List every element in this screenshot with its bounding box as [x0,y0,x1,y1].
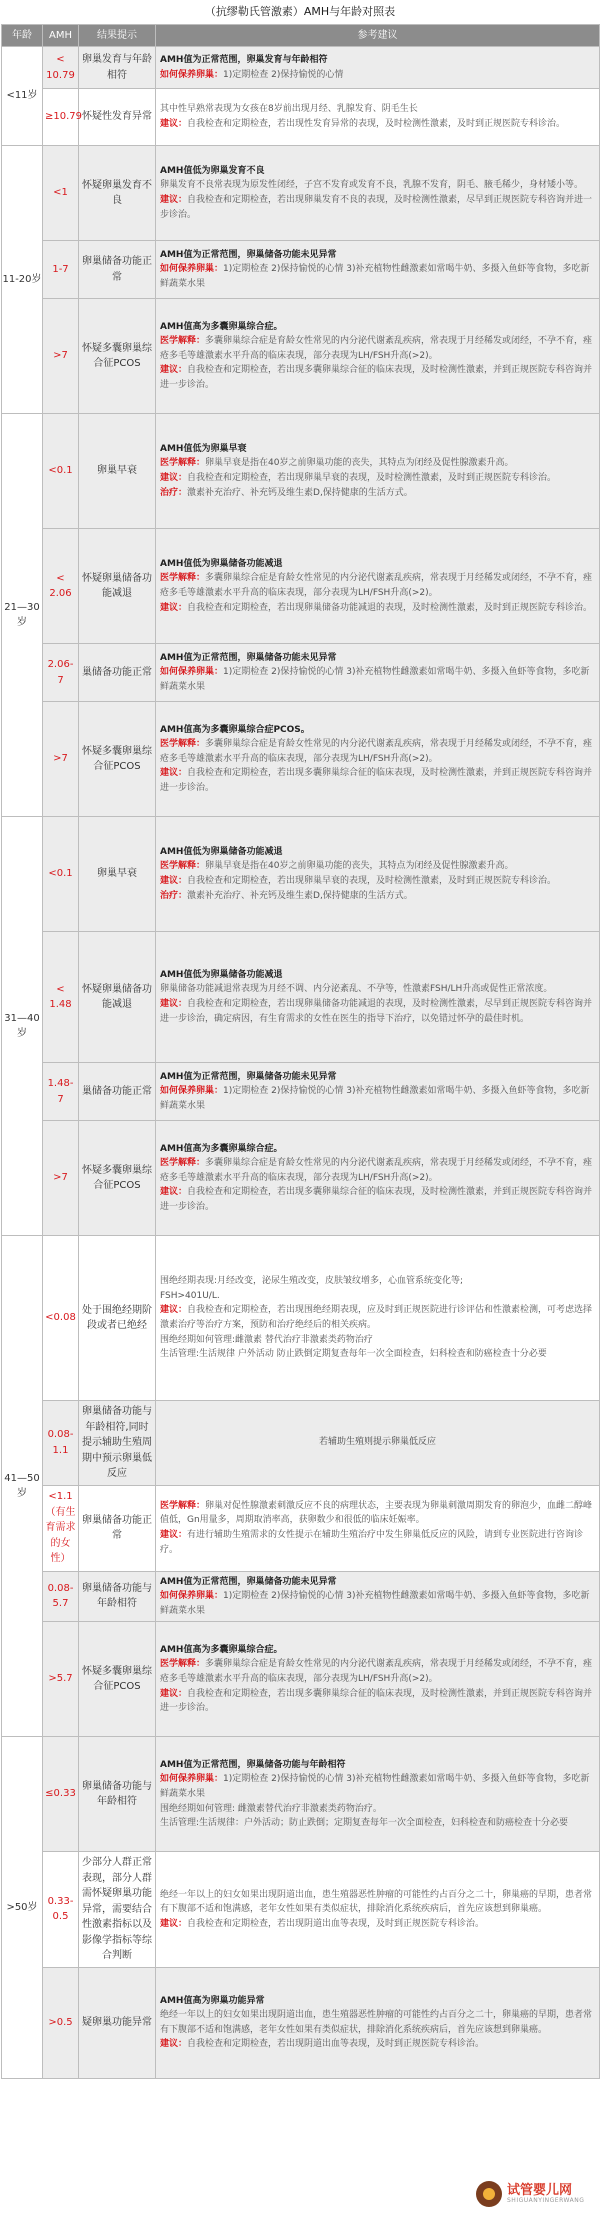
advice-heading [160,723,595,738]
advice-heading [160,845,595,860]
table-row [2,1737,600,1852]
advice-text: 绝经一年以上的妇女如果出现阴道出血，患生殖器恶性肿瘤的可能性约占百分之二十，卵巢癌的早期，患者常有下腹部不适和饱满感，老年女性如果有类似症状，排除消化系统疾病后，首先应该想到卵巢癌。 [160,2010,593,2035]
table-row [2,1063,600,1121]
advice-cell [156,299,600,414]
table-header [2,25,600,47]
advice-cell [156,1967,600,2078]
amh-value-cell: 0.08-1.1 [43,1401,79,1486]
result-cell: 卵巢早衰 [79,414,156,529]
advice-keyword: 治疗： [160,487,188,498]
table-row [2,299,600,414]
advice-cell [156,1737,600,1852]
advice-text: AMH值高为多囊卵巢综合症。 [160,1644,283,1655]
advice-keyword: 如何保养卵巢： [160,1774,224,1785]
amh-value-cell: <0.1 [43,414,79,529]
table-row [2,1485,600,1571]
advice-line [160,486,595,501]
advice-line [160,2008,595,2037]
advice-keyword: 建议： [160,365,188,376]
advice-line [160,1772,595,1801]
advice-line [160,1185,595,1214]
watermark-name: 试管婴儿网 [507,2182,573,2198]
advice-text: 围绝经期表现:月经改变，泌尿生殖改变，皮肤皱纹增多，心血管系统变化等; [160,1276,464,1287]
table-row [2,529,600,644]
advice-text: 卵巢发育不良常表现为原发性闭经，子宫不发育或发育不良，乳腺不发育，阴毛、腋毛稀少，身材矮小等。 [160,180,584,191]
result-cell: 巢储备功能正常 [79,1063,156,1121]
result-cell: 怀疑多囊卵巢综合征PCOS [79,299,156,414]
advice-line [160,68,595,83]
advice-line [160,363,595,392]
header-result: 结果提示 [79,25,156,47]
advice-line [160,665,595,694]
advice-text: 1)定期检查 2)保持愉悦的心情 3)补充植物性雌激素如常喝牛奶、多摄入鱼虾等食物，多吃新鲜蔬菜水果 [160,667,590,692]
advice-keyword: 建议： [160,1688,188,1699]
advice-text: AMH值低为卵巢储备功能减退 [160,558,283,569]
advice-text: FSH>401U/L. [160,1290,220,1301]
advice-heading [160,1994,595,2009]
advice-line [160,262,595,291]
advice-heading [160,651,595,666]
table-row [2,1236,600,1401]
amh-value-cell: ≥10.79 [43,89,79,146]
header-age: 年龄 [2,25,43,47]
advice-cell [156,1571,600,1622]
table-row [2,817,600,932]
advice-keyword: 如何保养卵巢： [160,667,224,678]
advice-keyword: 建议： [160,876,188,886]
advice-keyword: 建议： [160,119,188,129]
result-cell: 巢储备功能正常 [79,644,156,702]
advice-text: AMH值低为卵巢储备功能减退 [160,969,283,980]
table-row [2,146,600,241]
advice-text: AMH值为正常范围，卵巢储备功能未见异常 [160,249,337,260]
advice-cell [156,1622,600,1737]
advice-cell [156,241,600,299]
advice-keyword: 建议： [160,473,188,483]
watermark-sub: SHIGUANYINGERWANG [507,2196,585,2204]
result-cell: 卵巢储备功能与年龄相符 [79,1571,156,1622]
advice-text: AMH值低为卵巢发育不良 [160,165,265,176]
advice-line [160,2037,595,2052]
advice-cell: 若辅助生殖则提示卵巢低反应 [156,1401,600,1486]
advice-line [160,1084,595,1113]
amh-age-table [1,24,600,2079]
result-cell: 怀疑多囊卵巢综合征PCOS [79,1622,156,1737]
header-amh: AMH [43,25,79,47]
advice-heading [160,164,595,179]
age-group-cell: 11-20岁 [2,146,43,414]
amh-value-cell: <0.1 [43,817,79,932]
table-row [2,1967,600,2078]
amh-value-cell: < 2.06 [43,529,79,644]
advice-text: AMH值高为多囊卵巢综合症。 [160,1143,283,1154]
advice-text: 卵巢早衰是指在40岁之前卵巢功能的丧失，其特点为闭经及促性腺激素升高。 [205,458,514,469]
advice-cell [156,1485,600,1571]
amh-value-cell: ≤0.33 [43,1737,79,1852]
advice-line [160,1156,595,1185]
advice-line [160,102,595,117]
advice-text: AMH值低为卵巢储备功能减退 [160,846,283,857]
advice-keyword: 建议： [160,999,188,1009]
advice-cell [156,702,600,817]
advice-keyword: 医学解释： [160,458,206,469]
advice-text: 卵巢储备功能减退常表现为月经不调、内分泌紊乱、不孕等，性激素FSH/LH升高或促性正常浓度。 [160,984,553,995]
advice-heading [160,320,595,335]
advice-heading [160,1070,595,1085]
age-group-cell: <11岁 [2,47,43,146]
table-row [2,414,600,529]
advice-text: 围绝经期如何管理:雌激素 替代治疗非激素类药物治疗 [160,1334,373,1345]
advice-text: 自我检查和定期检查，若出现卵巢储备功能减退的表现，及时检测性激素，尽早到正规医院专科咨询并进一步诊治，确定病因，有生育需求的女性在医生的指导下治疗，以免错过怀孕的最佳时机。 [160,999,593,1024]
advice-line [160,889,595,904]
amh-value-cell: 0.33-0.5 [43,1852,79,1968]
header-advice: 参考建议 [156,25,600,47]
advice-text: 多囊卵巢综合症是育龄女性常见的内分泌代谢紊乱疾病，常表现于月经稀发或闭经，不孕不育，痤疮多毛等雄激素水平升高的临床表现，部分表现为LH/FSH升高(>2)。 [160,573,593,598]
advice-cell [156,89,600,146]
advice-text: AMH值高为多囊卵巢综合症。 [160,321,283,332]
advice-line [160,1589,595,1618]
amh-value-cell: 2.06-7 [43,644,79,702]
advice-heading [160,557,595,572]
advice-text: 自我检查和定期检查，若出现阴道出血等表现，及时到正规医院专科诊治。 [187,2039,485,2050]
advice-line [160,1289,595,1304]
advice-keyword: 建议： [160,1187,188,1198]
advice-heading [160,1643,595,1658]
advice-keyword: 建议： [160,195,188,205]
result-cell: 少部分人群正常表现，部分人群需怀疑卵巢功能异常，需要结合性激素指标以及影像学指标等综合判断 [79,1852,156,1968]
advice-text: AMH值低为卵巢早衰 [160,443,247,454]
advice-line [160,1303,595,1332]
advice-line [160,1528,595,1557]
advice-line [160,766,595,795]
amh-value-cell: >7 [43,702,79,817]
advice-cell [156,146,600,241]
result-cell: 怀疑卵巢储备功能减退 [79,529,156,644]
amh-value-cell: >7 [43,1121,79,1236]
advice-cell [156,1852,600,1968]
advice-cell [156,1121,600,1236]
advice-keyword: 如何保养卵巢： [160,264,224,275]
advice-text: 绝经一年以上的妇女如果出现阴道出血，患生殖器恶性肿瘤的可能性约占百分之二十，卵巢癌的早期，患者常有下腹部不适和饱满感，老年女性如果有类似症状，排除消化系统疾病后，首先应该想到卵巢癌。 [160,1889,593,1915]
advice-keyword: 如何保养卵巢： [160,1591,224,1602]
advice-text: 围绝经期如何管理: 雌激素替代治疗非激素类药物治疗。 [160,1803,382,1814]
advice-keyword: 建议： [160,602,188,613]
advice-line [160,1333,595,1348]
result-cell: 卵巢储备功能正常 [79,1485,156,1571]
table-row [2,702,600,817]
advice-text: 1)定期检查 2)保持愉悦的心情 3)补充植物性雌激素如常喝牛奶、多摄入鱼虾等食物，多吃新鲜蔬菜水果 [160,264,590,289]
advice-keyword: 建议： [160,2039,188,2050]
amh-value-cell: <0.08 [43,1236,79,1401]
advice-heading [160,442,595,457]
advice-text: AMH值为正常范围，卵巢储备功能未见异常 [160,1071,337,1082]
advice-line [160,737,595,766]
advice-line [160,1657,595,1686]
advice-text: 自我检查和定期检查，若出现卵巢储备功能减退的表现，及时检测性激素，及时到正规医院专科诊治。 [187,602,593,613]
advice-text: 多囊卵巢综合症是育龄女性常见的内分泌代谢紊乱疾病，常表现于月经稀发或闭经，不孕不育，痤疮多毛等雄激素水平升高的临床表现，部分表现为LH/FSH升高(>2)。 [160,1659,593,1684]
amh-value-cell: >5.7 [43,1622,79,1737]
advice-keyword: 医学解释： [160,336,206,347]
advice-heading [160,53,595,68]
amh-value-cell: >7 [43,299,79,414]
table-row [2,241,600,299]
age-group-cell: >50岁 [2,1737,43,2079]
advice-keyword: 医学解释： [160,1659,206,1670]
result-cell: 疑卵巢功能异常 [79,1967,156,2078]
age-group-cell: 31—40岁 [2,817,43,1236]
advice-line [160,1347,595,1362]
advice-cell [156,1063,600,1121]
advice-text: 1)定期检查 2)保持愉悦的心情 3)补充植物性雌激素如常喝牛奶、多摄入鱼虾等食物，多吃新鲜蔬菜水果 [160,1591,590,1616]
watermark [476,2179,596,2209]
advice-cell [156,529,600,644]
advice-text: AMH值为正常范围，卵巢储备功能与年龄相符 [160,1759,346,1770]
table-row [2,1401,600,1486]
result-cell: 卵巢发育与年龄相符 [79,47,156,89]
advice-heading [160,968,595,983]
advice-heading [160,1758,595,1773]
result-cell: 卵巢储备功能正常 [79,241,156,299]
advice-keyword: 建议： [160,1918,188,1929]
advice-line [160,1888,595,1917]
advice-text: 自我检查和定期检查，若出现多囊卵巢综合征的临床表现，及时检测性激素，并到正规医院专科咨询并进一步诊治。 [160,768,593,793]
advice-text: 自我检查和定期检查，若出现多囊卵巢综合征的临床表现，及时检测性激素，并到正规医院专科咨询并进一步诊治。 [160,1187,593,1212]
advice-line [160,1274,595,1289]
advice-line [160,1802,595,1817]
table-row [2,1121,600,1236]
advice-line [160,178,595,193]
advice-text: 生活管理:生活规律 户外活动 防止跌倒定期复查每年一次全面检查，妇科检查和防癌检查十分必要 [160,1349,547,1360]
age-group-cell: 21—30岁 [2,414,43,817]
table-row [2,47,600,89]
advice-cell [156,414,600,529]
advice-heading [160,1142,595,1157]
advice-keyword: 治疗： [160,890,188,901]
advice-text: 自我检查和定期检查，若出现多囊卵巢综合征的临床表现，及时检测性激素，并到正规医院专科咨询并进一步诊治。 [160,1688,593,1714]
advice-line [160,874,595,889]
amh-value-cell: 1.48-7 [43,1063,79,1121]
table-row [2,1852,600,1968]
result-cell: 怀疑多囊卵巢综合征PCOS [79,702,156,817]
result-cell: 处于围绝经期阶段或者已绝经 [79,1236,156,1401]
advice-heading [160,1575,595,1590]
result-cell: 卵巢储备功能与年龄相符,同时提示辅助生殖周期中预示卵巢低反应 [79,1401,156,1486]
advice-keyword: 医学解释： [160,861,206,872]
advice-line [160,193,595,222]
advice-text: AMH值高为多囊卵巢综合症PCOS。 [160,724,310,735]
advice-text: 卵巢对促性腺激素刺激反应不良的病理状态，主要表现为卵巢刺激周期发育的卵泡少，血雌二醇峰值低，Gn用量多，周期取消率高，获卵数少和很低的临床妊娠率。 [160,1500,593,1526]
advice-keyword: 医学解释： [160,573,206,584]
page-title: （抗缪勒氏管激素）AMH与年龄对照表 [204,5,396,18]
advice-text: 自我检查和定期检查，若出现多囊卵巢综合征的临床表现，及时检测性激素，并到正规医院专科咨询并进一步诊治。 [160,365,593,390]
advice-text: 多囊卵巢综合症是育龄女性常见的内分泌代谢紊乱疾病，常表现于月经稀发或闭经，不孕不育，痤疮多毛等雄激素水平升高的临床表现，部分表现为LH/FSH升高(>2)。 [160,739,593,764]
advice-text: AMH值高为卵巢功能异常 [160,1995,265,2006]
advice-keyword: 如何保养卵巢： [160,1086,224,1097]
advice-text: AMH值为正常范围，卵巢储备功能未见异常 [160,1576,337,1587]
advice-text: AMH值为正常范围，卵巢发育与年龄相符 [160,54,328,65]
advice-line [160,456,595,471]
advice-text: 多囊卵巢综合症是育龄女性常见的内分泌代谢紊乱疾病，常表现于月经稀发或闭经，不孕不育，痤疮多毛等雄激素水平升高的临床表现，部分表现为LH/FSH升高(>2)。 [160,1158,593,1183]
result-cell: 怀疑性发育异常 [79,89,156,146]
table-row [2,932,600,1063]
table-row [2,1622,600,1737]
result-cell: 怀疑多囊卵巢综合征PCOS [79,1121,156,1236]
advice-text: AMH值为正常范围，卵巢储备功能未见异常 [160,652,337,663]
advice-line [160,471,595,486]
advice-text: 1)定期检查 2)保持愉悦的心情 [223,69,344,80]
table-body [2,47,600,2079]
advice-line [160,1816,595,1831]
advice-keyword: 建议： [160,768,188,779]
table-row [2,89,600,146]
advice-text: 卵巢早衰是指在40岁之前卵巢功能的丧失，其特点为闭经及促性腺激素升高。 [205,861,514,872]
advice-line [160,601,595,616]
advice-keyword: 医学解释： [160,1500,206,1511]
result-cell: 怀疑卵巢储备功能减退 [79,932,156,1063]
advice-line [160,117,595,132]
advice-text: 激素补充治疗、补充钙及维生素D,保持健康的生活方式。 [187,890,413,901]
advice-line [160,571,595,600]
advice-keyword: 建议： [160,1530,188,1540]
amh-value-cell: <1 [43,146,79,241]
advice-text: 自我检查和定期检查，若出现卵巢发育不良的表现，及时检测性激素，尽早到正规医院专科咨询并进一步诊治。 [160,195,593,220]
advice-text: 多囊卵巢综合症是育龄女性常见的内分泌代谢紊乱疾病，常表现于月经稀发或闭经，不孕不育，痤疮多毛等雄激素水平升高的临床表现，部分表现为LH/FSH升高(>2)。 [160,336,593,361]
advice-cell [156,932,600,1063]
advice-cell [156,817,600,932]
advice-text: 自我检查和定期检查，若出现性发育异常的表现，及时检测性激素，及时到正规医院专科诊治。 [187,119,566,129]
advice-text: 自我检查和定期检查，若出现卵巢早衰的表现，及时检测性激素，及时到正规医院专科诊治。 [187,473,557,483]
advice-cell [156,644,600,702]
age-group-cell: 41—50岁 [2,1236,43,1737]
watermark-logo-icon [476,2181,502,2207]
advice-cell [156,1236,600,1401]
advice-keyword: 如何保养卵巢： [160,69,224,80]
amh-value-cell: <1.1（有生育需求的女性） [43,1485,79,1571]
amh-value-cell: >0.5 [43,1967,79,2078]
table-row [2,644,600,702]
advice-text: 生活管理:生活规律：户外活动；防止跌倒；定期复查每年一次全面检查，妇科检查和防癌检查十分必要 [160,1818,569,1829]
amh-value-cell: 1-7 [43,241,79,299]
advice-line [160,1917,595,1932]
advice-keyword: 医学解释： [160,1158,206,1169]
result-cell: 怀疑卵巢发育不良 [79,146,156,241]
result-cell: 卵巢储备功能与年龄相符 [79,1737,156,1852]
advice-keyword: 建议： [160,1305,188,1316]
advice-line [160,997,595,1026]
advice-text: 有进行辅助生殖需求的女性提示在辅助生殖治疗中发生卵巢低反应的风险，请到专业医院进行咨询诊疗。 [160,1530,584,1555]
advice-line [160,1499,595,1528]
advice-text: 自我检查和定期检查，若出现阴道出血等表现，及时到正规医院专科诊治。 [187,1918,485,1929]
amh-value-cell: < 10.79 [43,47,79,89]
advice-text: 激素补充治疗、补充钙及维生素D,保持健康的生活方式。 [187,487,413,498]
advice-line [160,859,595,874]
advice-text: 1)定期检查 2)保持愉悦的心情 3)补充植物性雌激素如常喝牛奶、多摄入鱼虾等食物，多吃新鲜蔬菜水果 [160,1086,590,1111]
advice-text: 自我检查和定期检查，若出现卵巢早衰的表现，及时检测性激素，及时到正规医院专科诊治。 [187,876,557,886]
table-row [2,1571,600,1622]
advice-line [160,334,595,363]
amh-value-cell: < 1.48 [43,932,79,1063]
advice-line [160,1687,595,1716]
advice-cell [156,47,600,89]
advice-heading [160,248,595,263]
result-cell: 卵巢早衰 [79,817,156,932]
amh-value-cell: 0.08-5.7 [43,1571,79,1622]
advice-text: 自我检查和定期检查，若出现围绝经期表现，应及时到正规医院进行诊评估和性激素检测，可考虑选择激素治疗等治疗方案，预防和治疗绝经后的相关疾病。 [160,1305,593,1330]
advice-line [160,982,595,997]
advice-text: 1)定期检查 2)保持愉悦的心情 3)补充植物性雌激素如常喝牛奶、多摄入鱼虾等食物，多吃新鲜蔬菜水果 [160,1774,590,1799]
advice-keyword: 医学解释： [160,739,206,750]
advice-text: 其中性早熟常表现为女孩在8岁前出现月经、乳腺发育、阴毛生长 [160,104,418,115]
